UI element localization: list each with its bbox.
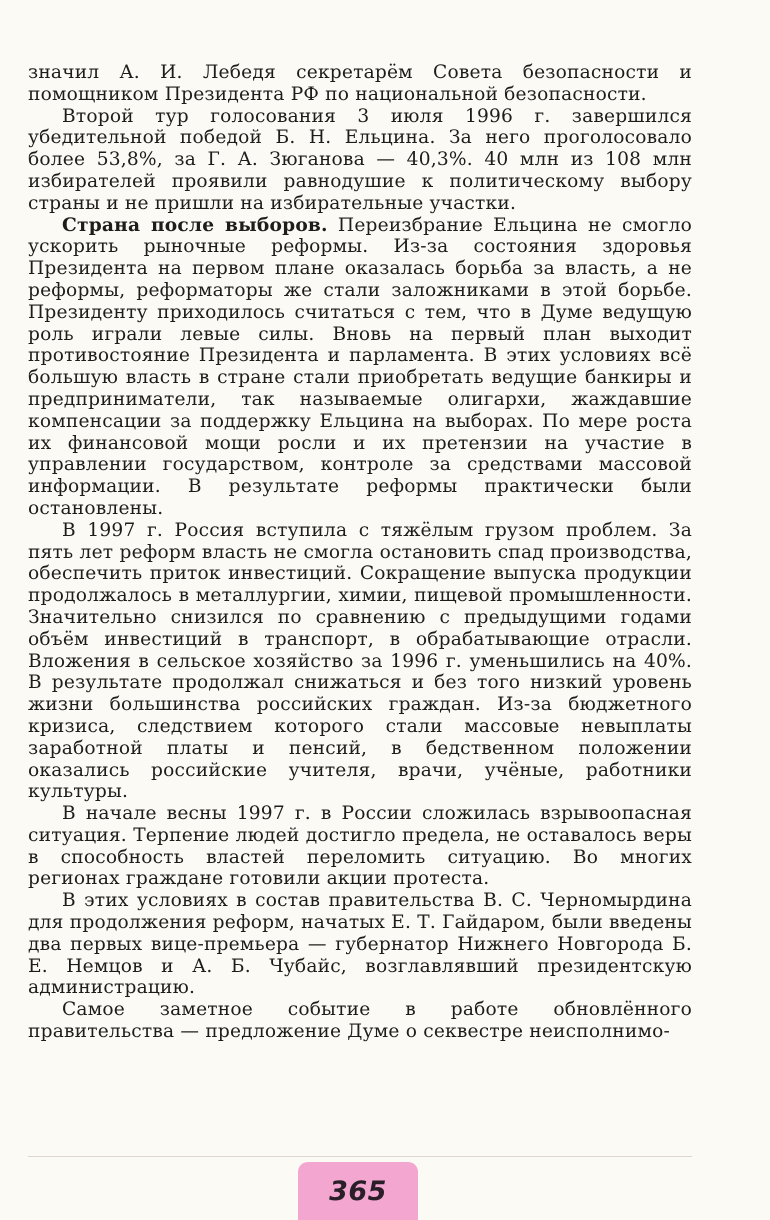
paragraph-second-round xyxy=(28,106,692,215)
paragraph-text: Самое заметное событие в работе обновлённого правительства — предложение Думе о секвестре неисполнимо- xyxy=(28,999,692,1043)
page-number-tab xyxy=(298,1162,418,1220)
paragraph-continuation xyxy=(28,62,692,106)
paragraph-text: В 1997 г. Россия вступила с тяжёлым грузом проблем. За пять лет реформ власть не смогла остановить спад производства, обеспечить приток инвестиций. Сокращение выпуска продукции продолжалось в металлургии, химии, пищевой промышленности. Значительно снизился по сравнению с предыдущими годами объём инвестиций в транспорт, в обрабатывающие отрасли. Вложения в сельское хозяйство за 1996 г. уменьшились на 40%. В результате продолжал снижаться и без того низкий уровень жизни большинства российских граждан. Из-за бюджетного кризиса, следствием которого стали массовые невыплаты заработной платы и пенсий, в бедственном положении оказались российские учителя, врачи, учёные, работники культуры. xyxy=(28,519,692,803)
paragraph-1997 xyxy=(28,520,692,803)
footer-divider xyxy=(28,1156,692,1157)
body-text xyxy=(28,62,692,1043)
paragraph-spring-1997 xyxy=(28,803,692,890)
paragraph-government xyxy=(28,890,692,999)
paragraph-text: В начале весны 1997 г. в России сложилась взрывоопасная ситуация. Терпение людей достигло предела, не оставалось веры в способность властей переломить ситуацию. Во многих регионах граждане готовили акции протеста. xyxy=(28,803,692,890)
section-heading: Страна после выборов. xyxy=(62,214,328,236)
paragraph-text: Второй тур голосования 3 июля 1996 г. завершился убедительной победой Б. Н. Ельцина. За него проголосовало более 53,8%, за Г. А. Зюганова — 40,3%. 40 млн из 108 млн избирателей проявили равнодушие к политическому выбору страны и не пришли на избирательные участки. xyxy=(28,105,692,214)
paragraph-text: В этих условиях в состав правительства В. С. Черномырдина для продолжения реформ, начатых Е. Т. Гайдаром, были введены два первых вице-премьера — губернатор Нижнего Новгорода Б. Е. Немцов и А. Б. Чубайс, возглавлявший президентскую администрацию. xyxy=(28,890,692,999)
paragraph-text: Переизбрание Ельцина не смогло ускорить рыночные реформы. Из-за состояния здоровья Президента на первом плане оказалась борьба за власть, а не реформы, реформаторы же стали заложниками в этой борьбе. Президенту приходилось считаться с тем, что в Думе ведущую роль играли левые силы. Вновь на первый план выходит противостояние Президента и парламента. В этих условиях всё большую власть в стране стали приобретать ведущие банкиры и предприниматели, так называемые олигархи, жаждавшие компенсации за поддержку Ельцина на выборах. По мере роста их финансовой мощи росли и их претензии на участие в управлении государством, контроле за средствами массовой информации. В результате реформы практически были остановлены. xyxy=(28,214,692,519)
page-number: 365 xyxy=(329,1175,387,1207)
paragraph-sequester xyxy=(28,999,692,1043)
paragraph-after-elections xyxy=(28,215,692,520)
paragraph-text: значил А. И. Лебедя секретарём Совета безопасности и помощником Президента РФ по национальной безопасности. xyxy=(28,62,692,105)
